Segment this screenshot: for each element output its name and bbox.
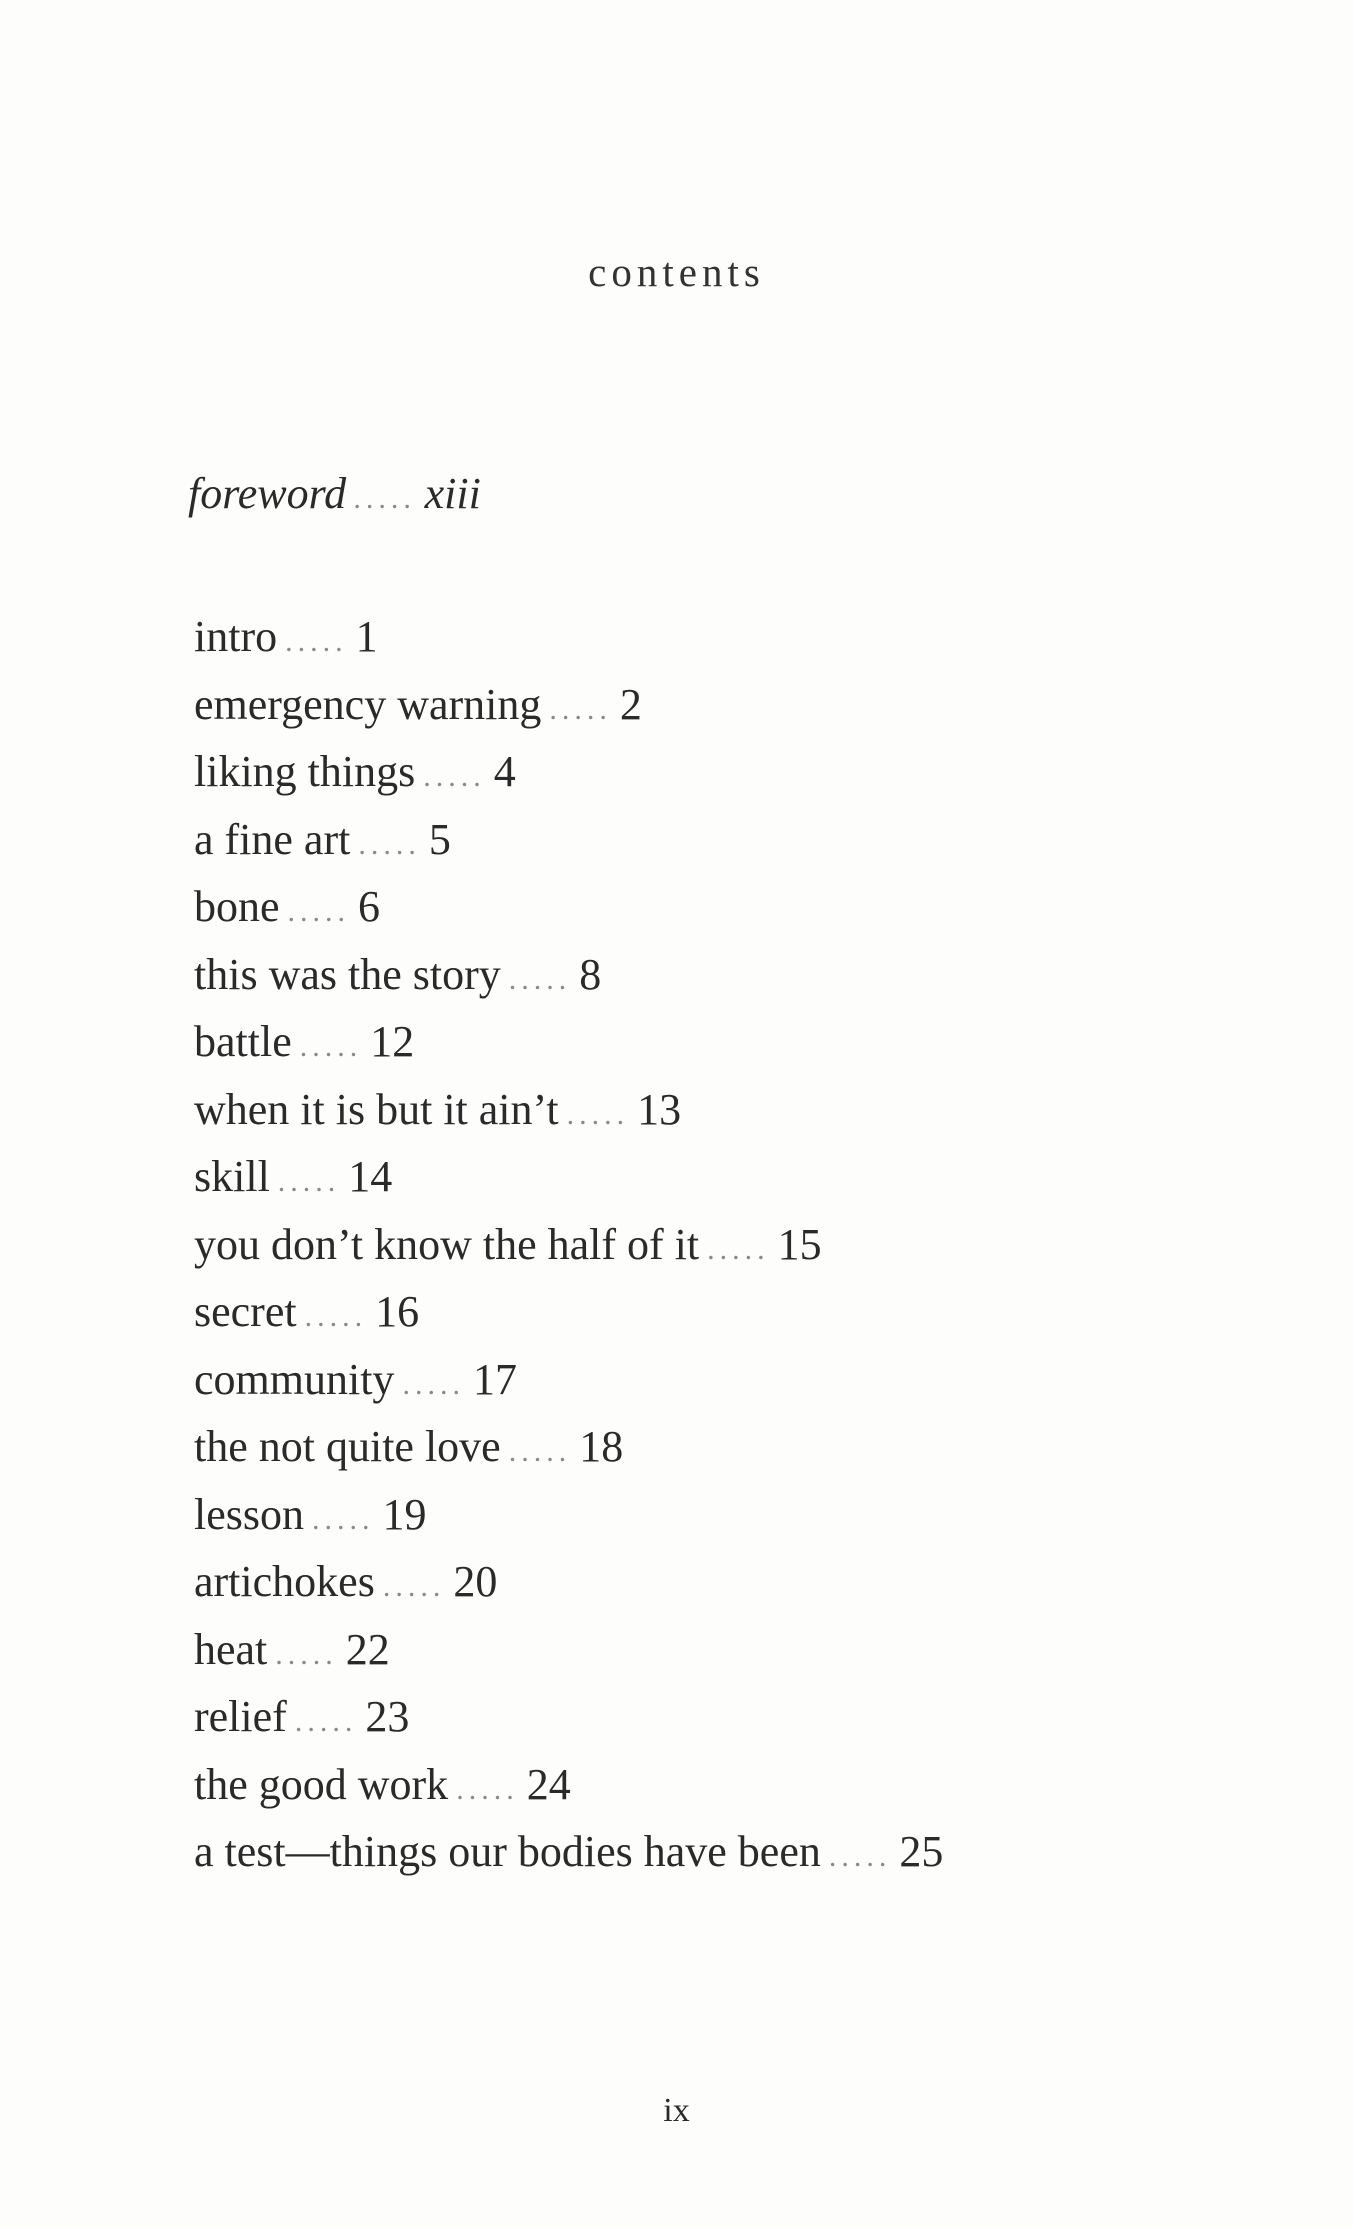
toc-entry (194, 1481, 943, 1549)
dot-leader: ..... (287, 895, 351, 928)
entry-title: the not quite love (194, 1422, 501, 1471)
toc-entry (194, 1616, 943, 1684)
toc-entry (194, 1413, 943, 1481)
entry-title: community (194, 1354, 395, 1404)
dot-leader: ..... (382, 1570, 446, 1603)
toc-entry (194, 806, 943, 874)
entry-title: the good work (194, 1759, 449, 1809)
dot-leader: ..... (312, 1502, 375, 1536)
page-number-folio: ix (663, 2092, 690, 2129)
entry-title: intro (194, 612, 278, 661)
entry-page-number: 15 (777, 1219, 822, 1269)
toc-entry (194, 603, 943, 671)
dot-leader: ..... (275, 1637, 338, 1671)
dot-leader: ..... (402, 1367, 465, 1401)
entry-title: this was the story (194, 949, 501, 999)
dot-leader: ..... (277, 1165, 341, 1198)
entry-title: a fine art (194, 814, 351, 864)
entry-title: relief (194, 1692, 287, 1741)
toc-entry (194, 873, 943, 941)
dot-leader: ..... (508, 962, 572, 996)
table-of-contents (194, 603, 943, 1886)
dot-leader: ..... (299, 1030, 363, 1063)
entry-title: you don’t know the half of it (194, 1219, 700, 1269)
entry-title: liking things (194, 747, 416, 796)
dot-leader: ..... (707, 1232, 770, 1266)
toc-entry-foreword (188, 468, 481, 519)
entry-title: heat (194, 1624, 268, 1674)
dot-leader: ..... (358, 827, 421, 861)
entry-title: lesson (194, 1489, 304, 1539)
dot-leader: ..... (294, 1705, 358, 1738)
toc-entry (194, 738, 943, 806)
toc-entry (194, 1076, 943, 1144)
entry-page-number: 20 (453, 1557, 498, 1606)
toc-entry (194, 1548, 943, 1616)
entry-title: skill (194, 1152, 270, 1201)
entry-page-number: 16 (375, 1287, 420, 1336)
dot-leader: ..... (354, 482, 417, 515)
entry-title: foreword (188, 469, 347, 518)
entry-page-number: 25 (899, 1827, 944, 1876)
toc-entry (194, 1346, 943, 1414)
toc-entry (194, 1211, 943, 1279)
entry-page-number: 6 (358, 882, 381, 931)
toc-entry (194, 1008, 943, 1076)
toc-entry (194, 941, 943, 1009)
entry-title: battle (194, 1017, 292, 1066)
entry-page-number: 8 (579, 949, 602, 999)
entry-page-number: 2 (619, 679, 642, 729)
entry-page-number: 18 (579, 1422, 624, 1471)
entry-title: artichokes (194, 1557, 375, 1606)
dot-leader: ..... (285, 625, 348, 658)
entry-title: emergency warning (194, 679, 542, 729)
entry-page-number: 14 (348, 1152, 393, 1201)
toc-entry (194, 1818, 943, 1886)
page-title: contents (588, 249, 765, 295)
entry-page-number: 13 (637, 1084, 682, 1134)
entry-page-number: xiii (424, 469, 481, 518)
entry-page-number: 17 (472, 1354, 517, 1404)
entry-title: secret (194, 1287, 297, 1336)
toc-entry (194, 671, 943, 739)
entry-title: a test—things our bodies have been (194, 1827, 821, 1876)
entry-page-number: 24 (526, 1759, 571, 1809)
toc-entry (194, 1278, 943, 1346)
dot-leader: ..... (304, 1300, 368, 1333)
entry-page-number: 19 (382, 1489, 427, 1539)
entry-page-number: 1 (355, 612, 378, 661)
entry-page-number: 23 (365, 1692, 410, 1741)
dot-leader: ..... (549, 692, 612, 726)
toc-entry (194, 1143, 943, 1211)
toc-entry (194, 1751, 943, 1819)
entry-page-number: 22 (345, 1624, 390, 1674)
toc-entry (194, 1683, 943, 1751)
entry-title: bone (194, 882, 280, 931)
dot-leader: ..... (566, 1097, 630, 1131)
dot-leader: ..... (456, 1772, 519, 1806)
dot-leader: ..... (828, 1840, 892, 1873)
dot-leader: ..... (508, 1435, 572, 1468)
dot-leader: ..... (423, 760, 486, 793)
entry-page-number: 12 (370, 1017, 415, 1066)
entry-page-number: 5 (428, 814, 451, 864)
entry-title: when it is but it ain’t (194, 1084, 559, 1134)
entry-page-number: 4 (493, 747, 516, 796)
